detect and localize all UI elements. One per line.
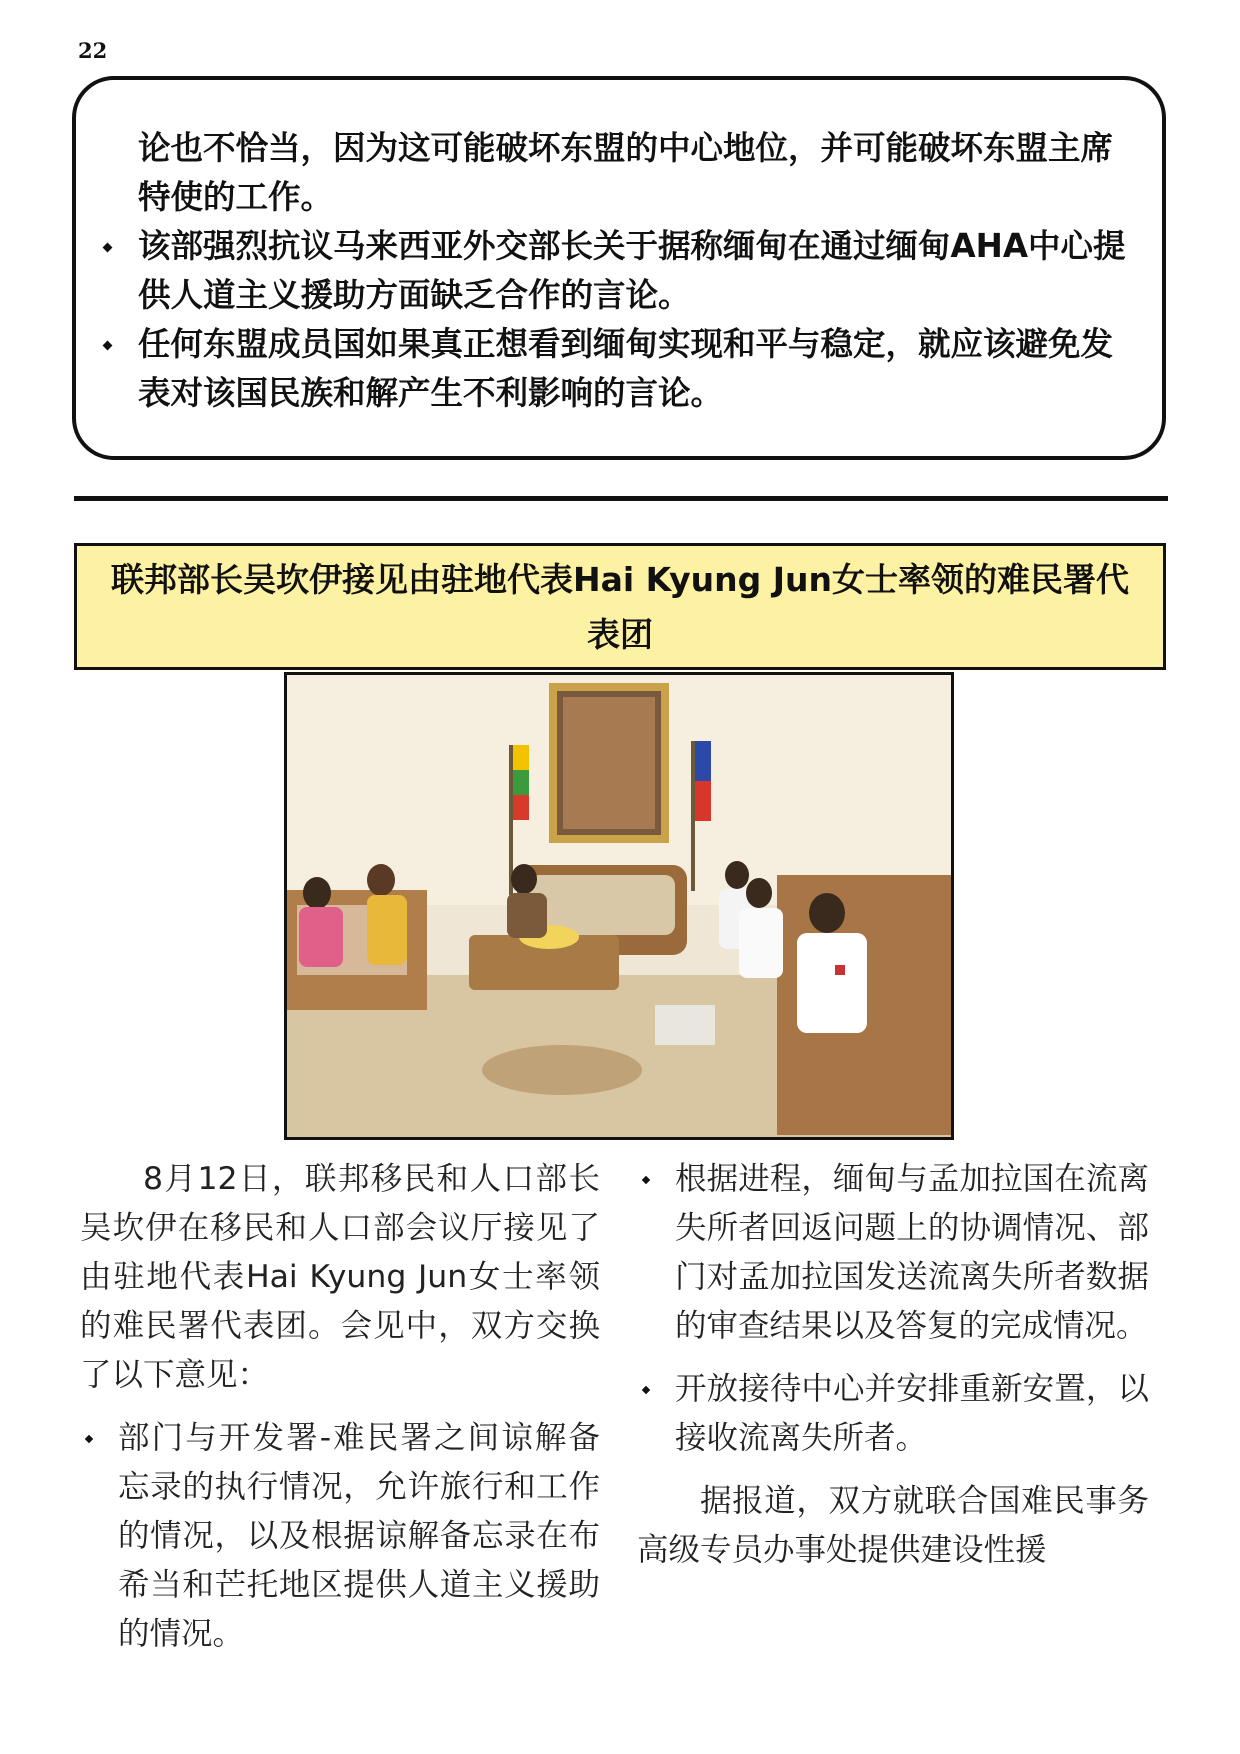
diamond-bullet-icon [85,1435,93,1443]
meeting-photo-illustration [287,675,951,1137]
statement-continuation: 论也不恰当，因为这可能破坏东盟的中心地位，并可能破坏东盟主席特使的工作。 [138,129,1114,216]
article-intro: 8月12日，联邦移民和人口部长吴坎伊在移民和人口部会议厅接见了由驻地代表Hai Kyung Jun女士率领的难民署代表团。会见中，双方交换了以下意见： [80,1161,600,1393]
page-number: 22 [78,38,108,63]
diamond-bullet-icon [103,341,113,351]
right-bullet-text: 开放接待中心并安排重新安置，以接收流离失所者。 [675,1371,1149,1456]
section-divider [74,496,1168,501]
left-bullet-list [80,1414,600,1659]
meeting-photo [284,672,954,1140]
statement-bullet-text: 任何东盟成员国如果真正想看到缅甸实现和平与稳定，就应该避免发表对该国民族和解产生不利影响的言论。 [138,325,1114,412]
left-bullet-text: 部门与开发署-难民署之间谅解备忘录的执行情况，允许旅行和工作的情况，以及根据谅解备忘录在布希当和芒托地区提供人道主义援助的情况。 [118,1420,600,1652]
article-right-column [637,1155,1149,1575]
article-headline-box [74,543,1166,670]
diamond-bullet-icon [642,1386,650,1394]
right-bullet [637,1155,1149,1351]
statement-bullet [138,320,1132,418]
left-bullet [80,1414,600,1659]
statement-box [72,76,1166,460]
article-headline: 联邦部长吴坎伊接见由驻地代表Hai Kyung Jun女士率领的难民署代表团 [110,559,1130,654]
diamond-bullet-icon [103,243,113,253]
statement-bullet-text: 该部强烈抗议马来西亚外交部长关于据称缅甸在通过缅甸AHA中心提供人道主义援助方面缺乏合作的言论。 [138,227,1126,314]
statement-bullet-list [138,222,1132,418]
statement-bullet [138,222,1132,320]
right-bullet-text: 根据进程，缅甸与孟加拉国在流离失所者回返问题上的协调情况、部门对孟加拉国发送流离失所者数据的审查结果以及答复的完成情况。 [675,1161,1149,1344]
article-left-column [80,1155,600,1659]
article-closing: 据报道，双方就联合国难民事务高级专员办事处提供建设性援 [637,1483,1149,1568]
right-bullet-list [637,1155,1149,1463]
diamond-bullet-icon [642,1176,650,1184]
right-bullet [637,1365,1149,1463]
